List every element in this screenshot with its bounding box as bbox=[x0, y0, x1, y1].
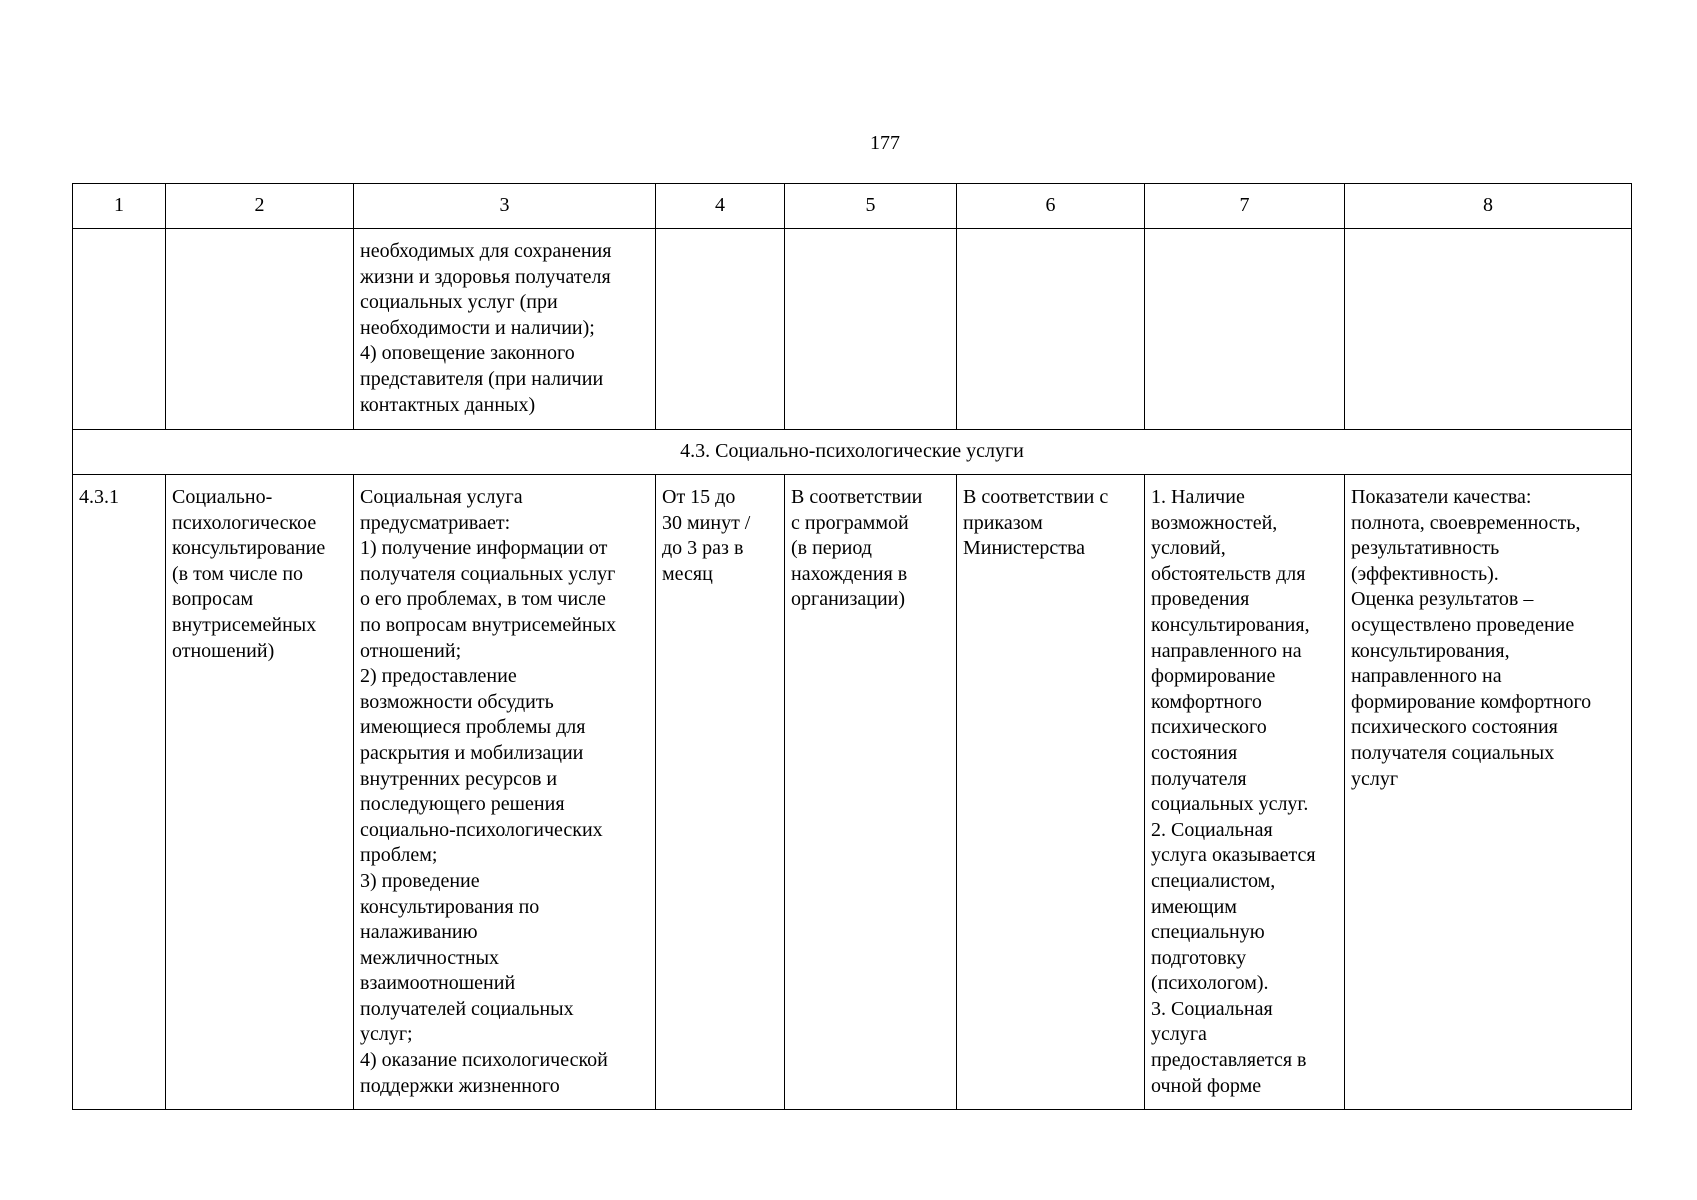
header-cell-8: 8 bbox=[1345, 184, 1632, 229]
service-row-4-3-1 bbox=[73, 475, 1632, 1110]
section-title: 4.3. Социально-психологические услуги bbox=[73, 430, 1632, 475]
header-cell-2: 2 bbox=[166, 184, 354, 229]
service-quality: Показатели качества: полнота, своевременность, результативность (эффективность). Оценка результатов – осуществлено проведение консультирования, направленного на формирование комфортного психического состояния получателя социальных услуг bbox=[1345, 475, 1632, 1110]
cont-cell-5 bbox=[785, 229, 957, 430]
service-name: Социально- психологическое консультирование (в том числе по вопросам внутрисемейных отношений) bbox=[166, 475, 354, 1110]
service-duration: От 15 до 30 минут / до 3 раз в месяц bbox=[656, 475, 785, 1110]
service-tariff: В соответствии с приказом Министерства bbox=[957, 475, 1145, 1110]
cont-cell-7 bbox=[1145, 229, 1345, 430]
section-row bbox=[73, 430, 1632, 475]
cont-cell-1 bbox=[73, 229, 166, 430]
header-cell-6: 6 bbox=[957, 184, 1145, 229]
header-cell-4: 4 bbox=[656, 184, 785, 229]
table-header-row bbox=[73, 184, 1632, 229]
cont-cell-6 bbox=[957, 229, 1145, 430]
cont-cell-4 bbox=[656, 229, 785, 430]
header-cell-7: 7 bbox=[1145, 184, 1345, 229]
page-number: 177 bbox=[870, 132, 900, 154]
header-cell-1: 1 bbox=[73, 184, 166, 229]
service-conditions: 1. Наличие возможностей, условий, обстоятельств для проведения консультирования, направленного на формирование комфортного психического состояния получателя социальных услуг. 2. Социальная услуга оказывается специалистом, имеющим специальную подготовку (психологом). 3. Социальная услуга предоставляется в очной форме bbox=[1145, 475, 1345, 1110]
service-number: 4.3.1 bbox=[73, 475, 166, 1110]
cont-cell-2 bbox=[166, 229, 354, 430]
service-description: Социальная услуга предусматривает: 1) получение информации от получателя социальных услуг о его проблемах, в том числе по вопросам внутрисемейных отношений; 2) предоставление возможности обсудить имеющиеся проблемы для раскрытия и мобилизации внутренних ресурсов и последующего решения социально-психологических проблем; 3) проведение консультирования по налаживанию межличностных взаимоотношений получателей социальных услуг; 4) оказание психологической поддержки жизненного bbox=[354, 475, 656, 1110]
header-cell-3: 3 bbox=[354, 184, 656, 229]
header-cell-5: 5 bbox=[785, 184, 957, 229]
cont-cell-3: необходимых для сохранения жизни и здоровья получателя социальных услуг (при необходимости и наличии); 4) оповещение законного представителя (при наличии контактных данных) bbox=[354, 229, 656, 430]
services-table bbox=[72, 183, 1632, 1110]
service-schedule: В соответствии с программой (в период нахождения в организации) bbox=[785, 475, 957, 1110]
cont-cell-8 bbox=[1345, 229, 1632, 430]
continuation-row bbox=[73, 229, 1632, 430]
